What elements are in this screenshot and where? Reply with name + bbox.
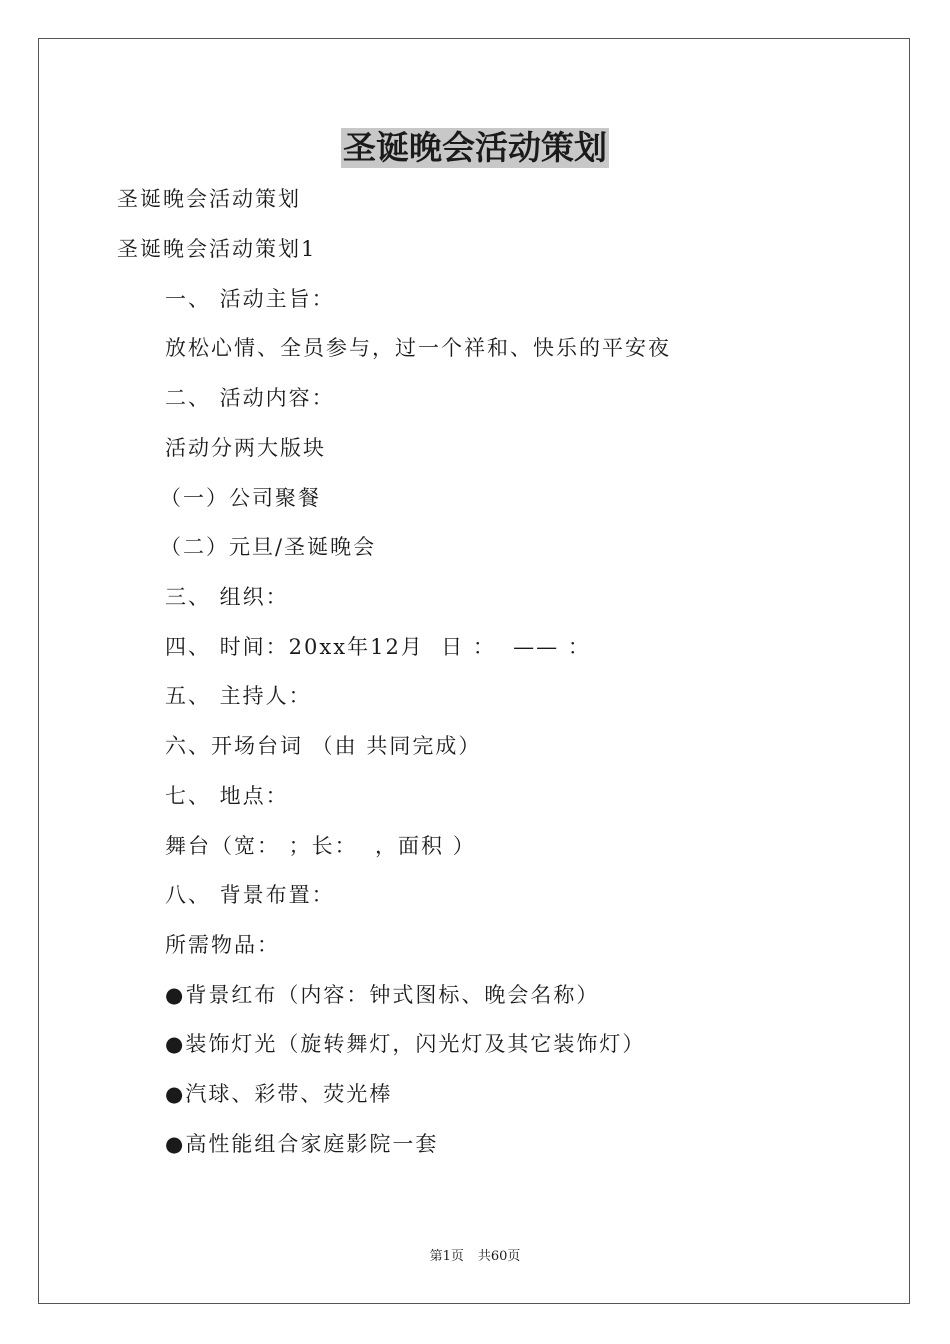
paragraph: 舞台（宽： ；长： ，面积 ）	[165, 834, 476, 858]
sub-item: （二）元旦/圣诞晚会	[160, 535, 377, 559]
section-heading: 圣诞晚会活动策划1	[117, 237, 317, 261]
page-border	[38, 38, 910, 1304]
item-heading: 四、 时间：20xx年12月 日 ： —— ：	[165, 635, 591, 659]
sub-item: （一）公司聚餐	[160, 486, 321, 510]
document-title	[0, 128, 950, 168]
page-footer	[0, 1247, 950, 1267]
bullet-item: ●背景红布（内容：钟式图标、晚会名称）	[165, 983, 600, 1007]
item-heading: 一、 活动主旨：	[165, 287, 335, 311]
page-number: 第1页	[429, 1249, 464, 1264]
paragraph: 所需物品：	[165, 933, 280, 957]
item-heading: 八、 背景布置：	[165, 883, 335, 907]
paragraph: 放松心情、全员参与，过一个祥和、快乐的平安夜	[165, 336, 671, 360]
bullet-item: ●汽球、彩带、荧光棒	[165, 1082, 393, 1106]
item-heading: 五、 主持人：	[165, 684, 312, 708]
paragraph: 活动分两大版块	[165, 436, 326, 460]
item-heading: 七、 地点：	[165, 784, 289, 808]
subtitle-line: 圣诞晚会活动策划	[117, 187, 301, 211]
page-total: 共60页	[477, 1249, 521, 1264]
bullet-item: ●高性能组合家庭影院一套	[165, 1132, 439, 1156]
document-title-text: 圣诞晚会活动策划	[343, 128, 607, 167]
item-heading: 三、 组织：	[165, 585, 289, 609]
item-heading: 二、 活动内容：	[165, 386, 335, 410]
bullet-item: ●装饰灯光（旋转舞灯，闪光灯及其它装饰灯）	[165, 1032, 646, 1056]
item-heading: 六、开场台词 （由 共同完成）	[165, 734, 482, 758]
